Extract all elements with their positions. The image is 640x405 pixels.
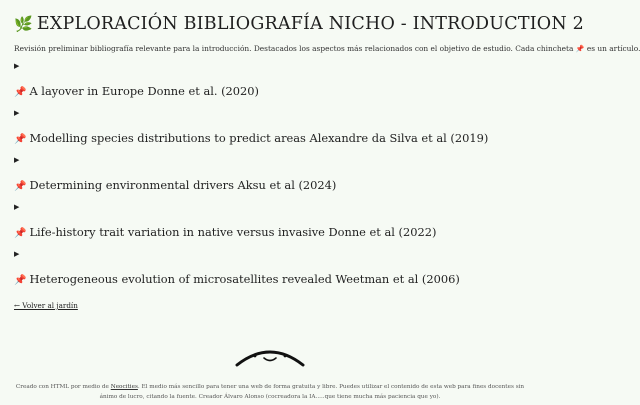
seedling-icon: 🌿 [14,15,33,33]
expand-toggle-icon[interactable]: ▶ [14,250,20,258]
page-title: 🌿 EXPLORACIÓN BIBLIOGRAFÍA NICHO - INTRODUCTION 2 [14,14,584,34]
article-title: 📌 Heterogeneous evolution of microsatellites revealed Weetman et al (2006) [14,272,460,286]
pushpin-icon: 📌 [14,181,27,192]
article-entry [14,153,526,195]
pushpin-icon: 📌 [575,45,585,53]
article-title: 📌 A layover in Europe Donne et al. (2020) [14,84,259,98]
page-content [14,12,640,312]
article-title: 📌 Determining environmental drivers Aksu et al (2024) [14,178,337,192]
intro-text: Revisión preliminar bibliografía relevante para la introducción. Destacados los aspectos más relacionados con el objetivo de estudio. Cada chincheta 📌 es un artículo. [14,44,640,53]
article-entry [14,106,526,148]
article-title: 📌 Modelling species distributions to predict areas Alexandre da Silva et al (2019) [14,131,489,145]
footer-text: Creado con HTML por medio de Neocities. El medio más sencillo para tener una web de forma gratuita y libre. Puedes utilizar el contenido de esta web para fines docentes sin ánimo de lucro, citando la fuente. Creador Álvaro Alonso (cocreadora la IA.....que tiene mucha más paciencia que yo). [15,384,525,400]
back-to-garden-link[interactable]: ← Volver al jardín [14,301,78,310]
pushpin-icon: 📌 [14,275,27,286]
article-entry [14,247,526,289]
pushpin-icon: 📌 [14,134,27,145]
expand-toggle-icon[interactable]: ▶ [14,203,20,211]
expand-toggle-icon[interactable]: ▶ [14,109,20,117]
expand-toggle-icon[interactable]: ▶ [14,62,20,70]
neocities-link[interactable]: Neocities [110,384,138,390]
article-entry [14,200,526,242]
article-entry [14,59,526,101]
article-title: 📌 Life-history trait variation in native versus invasive Donne et al (2022) [14,225,437,239]
expand-toggle-icon[interactable]: ▶ [14,156,20,164]
pushpin-icon: 📌 [14,228,27,239]
neocities-mascot-icon [235,345,305,371]
pushpin-icon: 📌 [14,87,27,98]
